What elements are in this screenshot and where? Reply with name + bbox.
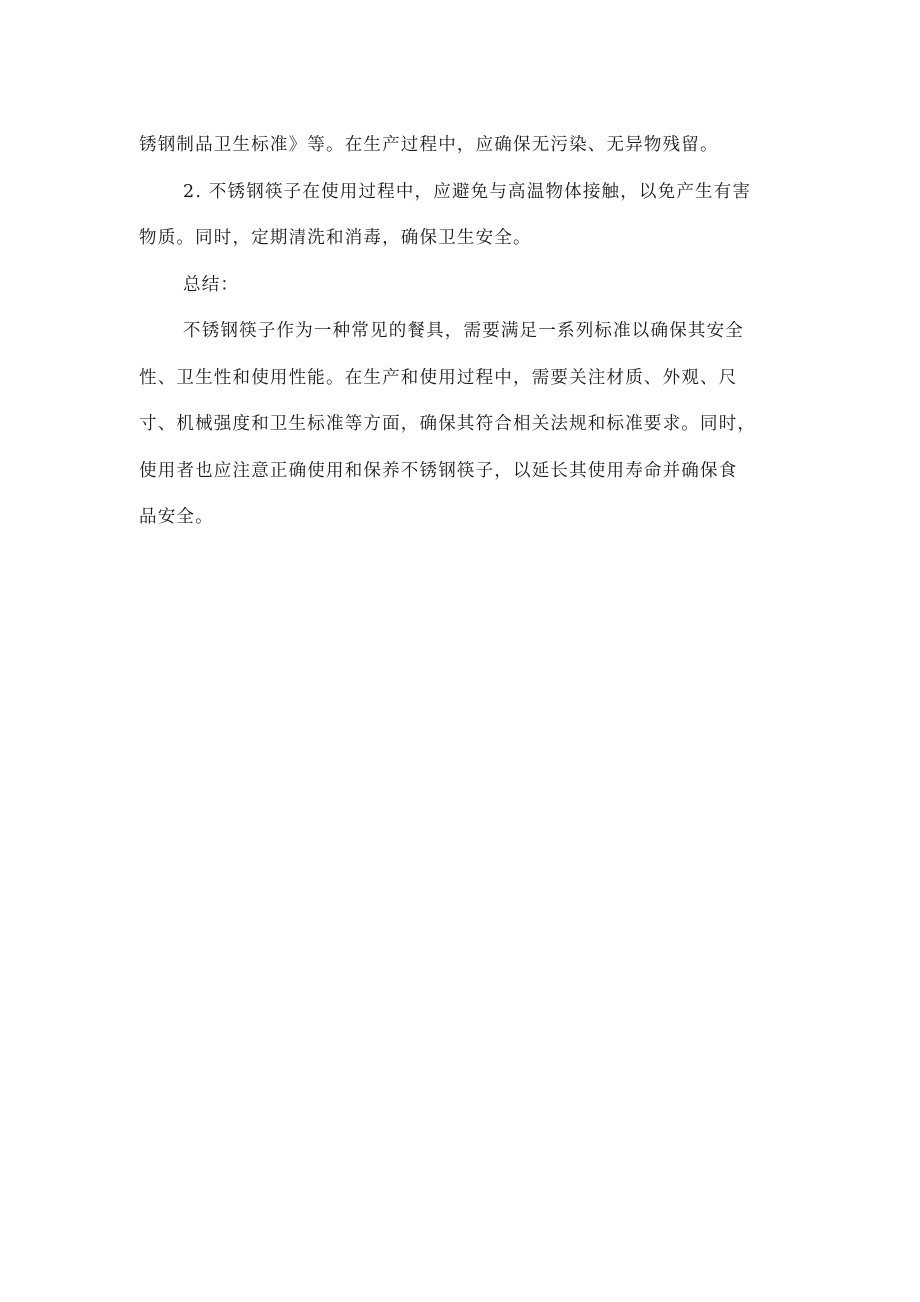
summary-line-1: 不锈钢筷子作为一种常见的餐具，需要满足一系列标准以确保其安全 [183, 321, 744, 341]
summary-heading: 总结： [183, 274, 240, 295]
document-body [139, 122, 784, 541]
summary-line-3: 寸、机械强度和卫生标准等方面，确保其符合相关法规和标准要求。同时， [139, 414, 757, 434]
text-line-continuation: 锈钢制品卫生标准》等。在生产过程中，应确保无污染、无异物残留。 [139, 135, 719, 155]
text-line-item-2-cont: 物质。同时，定期清洗和消毒，确保卫生安全。 [139, 228, 532, 248]
summary-line-4: 使用者也应注意正确使用和保养不锈钢筷子，以延长其使用寿命并确保食 [139, 460, 738, 481]
text-line-item-2: 2. 不锈钢筷子在使用过程中，应避免与高温物体接触，以免产生有害 [183, 181, 752, 202]
summary-line-2: 性、卫生性和使用性能。在生产和使用过程中，需要关注材质、外观、尺 [139, 367, 738, 388]
summary-line-5: 品安全。 [139, 507, 214, 527]
